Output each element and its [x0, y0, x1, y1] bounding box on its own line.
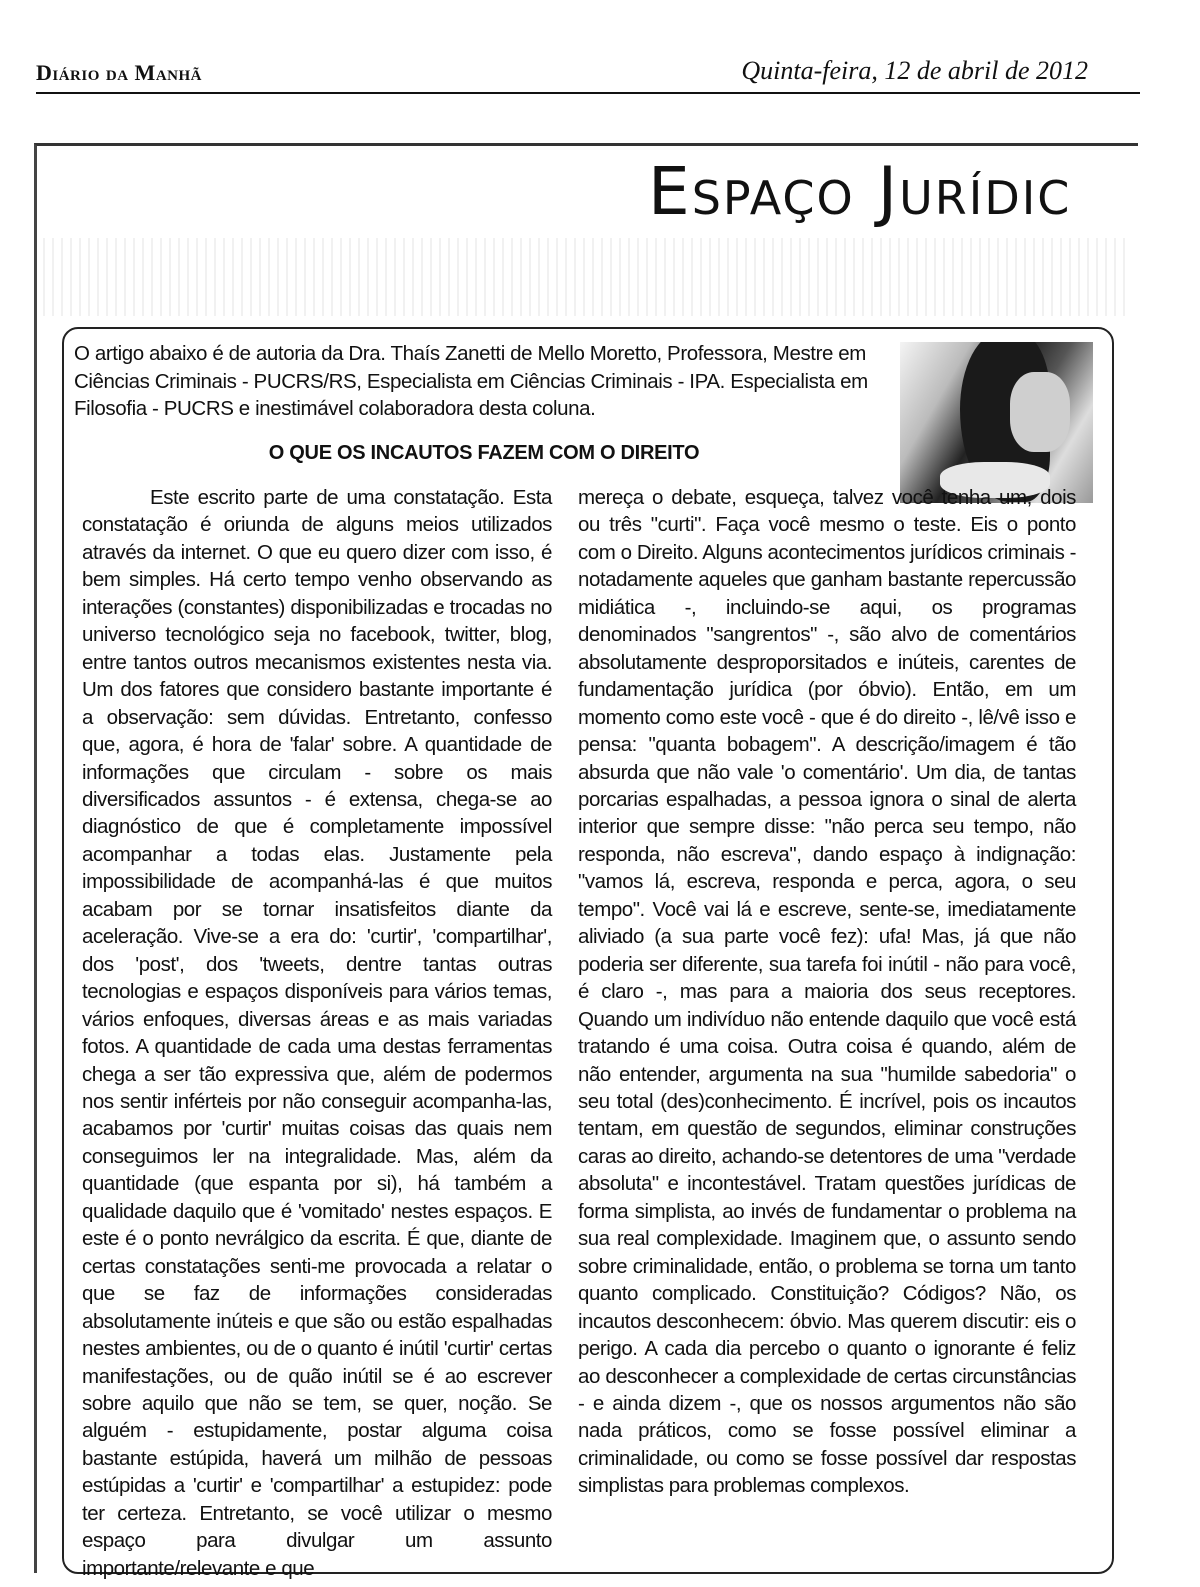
article-column-right: mereça o debate, esqueça, talvez você tenha um, dois ou três "curti". Faça você mesmo o teste. Eis o ponto com o Direito. Alguns acontecimentos jurídicos criminais - notadamente aqueles que ganham bastante repercussão midiática -, incluindo-se aqui, os programas denominados "sangrentos" -, são alvo de comentários absolutamente desproporsitados e inúteis, carentes de fundamentação jurídica (por óbvio). Então, em um momento como este você - que é do direito -, lê/vê isso e pensa: "quanta bobagem". A descrição/imagem é tão absurda que não vale 'o comentário'. Um dia, de tantas porcarias espalhadas, a pessoa ignora o sinal de alerta interior que sempre disse: "não perca seu tempo, não responda, não escreva", dando espaço à indignação: "vamos lá, escreva, responda e perca, agora, o seu tempo". Você vai lá e escreve, sente-se, imediatamente aliviado (a sua parte você fez): ufa! Mas, já que não poderia ser diferente, sua tarefa foi inútil - não para você, é claro -, mas para a maioria dos seus receptores. Quando um indivíduo não entende daquilo que você está tratando é uma coisa. Outra coisa é quando, além de não entender, argumenta na sua "humilde sabedoria" o seu total (des)conhecimento. É incrível, pois os incautos tentam, em questão de segundos, eliminar construções caras ao direito, achando-se detentores de uma "verdade absoluta" e incontestável. Tratam questões jurídicas de forma simplista, ao invés de fundamentar o problema na sua real complexidade. Imaginem que, o assunto sendo sobre criminalidade, então, o problema se torna um tanto quanto complicado. Constituição? Códigos? Não, os incautos desconhecem: óbvio. Mas querem discutir: eis o perigo. A cada dia percebo o quanto o ignorante é feliz ao desconhecer a complexidade de certas circunstâncias - e ainda dizem -, que os nossos argumentos não são nada práticos, como se fosse possível eliminar a criminalidade, ou como se fosse possível dar respostas simplistas para problemas complexos. [578, 486, 1076, 1498]
masthead [36, 52, 1140, 96]
title-halftone-band [40, 238, 1130, 316]
author-photo [900, 342, 1093, 503]
photo-shape [1010, 372, 1070, 452]
section-title: Espaço Jurídic [648, 153, 1072, 230]
article-headline: O QUE OS INCAUTOS FAZEM COM O DIREITO [268, 442, 700, 464]
newspaper-name: Diário da Manhã [36, 60, 202, 85]
author-intro: O artigo abaixo é de autoria da Dra. Thaís Zanetti de Mello Moretto, Professora, Mestre em Ciências Criminais - PUCRS/RS, Especialista em Ciências Criminais - IPA. Especialista em Filosofia - PUCRS e inestimável colaboradora desta coluna. [74, 342, 868, 420]
issue-date: Quinta-feira, 12 de abril de 2012 [741, 56, 1088, 85]
article-column-left: Este escrito parte de uma constatação. Esta constatação é oriunda de alguns meios utilizados através da internet. O que eu quero dizer com isso, é bem simples. Há certo tempo venho observando as interações (constantes) disponibilizadas e trocadas no universo tecnológico seja no facebook, twitter, blog, entre tantos outros mecanismos existentes nesta via. Um dos fatores que considero bastante importante é a observação: sem dúvidas. Entretanto, confesso que, agora, é hora de 'falar' sobre. A quantidade de informações que circulam - sobre os mais diversificados assuntos - é extensa, chega-se ao diagnóstico de que é completamente impossível acompanhar a todas elas. Justamente pela impossibilidade de acompanhá-las é que muitos acabam por se tornar insatisfeitos diante da aceleração. Vive-se a era do: 'curtir', 'compartilhar', dos 'post', dos 'tweets, dentre tantas outras tecnologias e espaços disponíveis para vários temas, vários enfoques, diversas áreas e as mais variadas fotos. A quantidade de cada uma destas ferramentas chega a ser tão expressiva que, além de podermos nos sentir inférteis por não conseguir acompanha-las, acabamos por 'curtir' muitas coisas das quais nem conseguimos ler na integralidade. Mas, além da quantidade (que espanta por si), há também a qualidade daquilo que é 'vomitado' nestes espaços. E este é o ponto nevrálgico da escrita. É que, diante de certas constatações senti-me provocada a relatar o que se faz de informações consideradas absolutamente inúteis e que são ou estão espalhadas nestes ambientes, ou de o quanto é inútil 'curtir' certas manifestações, ou de quão inútil se é ao escrever sobre aquilo que não se tem, se quer, noção. Se alguém - estupidamente, postar alguma coisa bastante estúpida, haverá um milhão de pessoas estúpidas a 'curtir' e 'compartilhar' a estupidez: pode ter certeza. Entretanto, se você utilizar o mesmo espaço para divulgar um assunto importante/relevante e que [82, 486, 552, 1580]
masthead-rule [36, 92, 1140, 94]
